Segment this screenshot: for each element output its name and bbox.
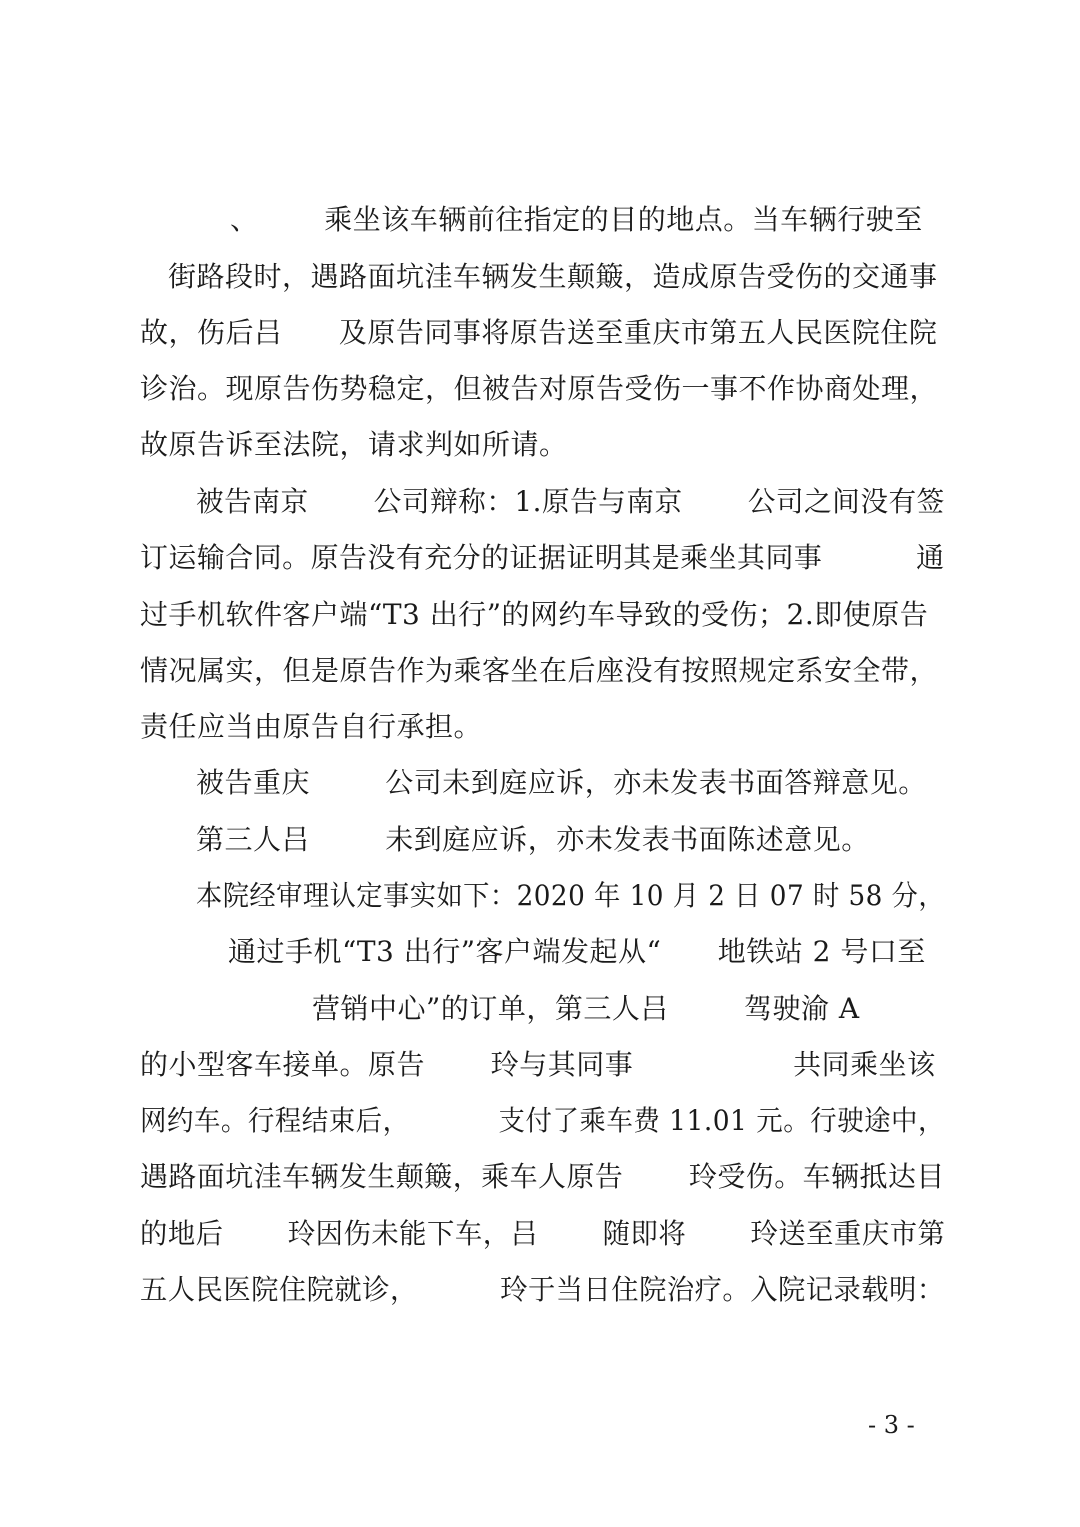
text-line: 责任应当由原告自行承担。: [140, 710, 483, 743]
text-line: 被告重庆 公司未到庭应诉，亦未发表书面答辩意见。: [196, 766, 927, 799]
text-line: 故原告诉至法院，请求判如所请。: [140, 428, 568, 461]
text-line: 订运输合同。原告没有充分的证据证明其是乘坐其同事 通: [140, 541, 945, 574]
text-line: 的小型客车接单。原告 玲与其同事 共同乘坐该: [140, 1048, 936, 1081]
text-line: 故，伤后吕 及原告同事将原告送至重庆市第五人民医院住院: [140, 316, 938, 349]
page-number: - 3 -: [868, 1411, 915, 1439]
text-line: 网约车。行程结束后， 支付了乘车费 11.01 元。行驶途中，: [140, 1104, 945, 1137]
text-line: 本院经审理认定事实如下：2020 年 10 月 2 日 07 时 58 分，: [196, 879, 946, 912]
text-line: 街路段时，遇路面坑洼车辆发生颠簸，造成原告受伤的交通事: [168, 260, 938, 293]
text-line: 的地后 玲因伤未能下车，吕 随即将 玲送至重庆市第: [140, 1217, 946, 1250]
text-line: 第三人吕 未到庭应诉，亦未发表书面陈述意见。: [196, 823, 870, 856]
text-line: 被告南京 公司辩称：1.原告与南京 公司之间没有签: [196, 485, 945, 518]
text-line: 情况属实，但是原告作为乘客坐在后座没有按照规定系安全带，: [140, 654, 939, 687]
text-line: 通过手机“T3 出行”客户端发起从“ 地铁站 2 号口至: [228, 935, 926, 968]
text-line: 、 乘坐该车辆前往指定的目的地点。当车辆行驶至: [230, 203, 923, 236]
text-line: 过手机软件客户端“T3 出行”的网约车导致的受伤；2.即使原告: [140, 598, 929, 631]
text-line: 诊治。现原告伤势稳定，但被告对原告受伤一事不作协商处理，: [140, 372, 939, 405]
text-line: 营销中心”的订单，第三人吕 驾驶渝 A: [312, 992, 860, 1025]
text-line: 五人民医院住院就诊， 玲于当日住院治疗。入院记录载明：: [140, 1273, 945, 1306]
text-line: 遇路面坑洼车辆发生颠簸，乘车人原告 玲受伤。车辆抵达目: [140, 1160, 945, 1193]
